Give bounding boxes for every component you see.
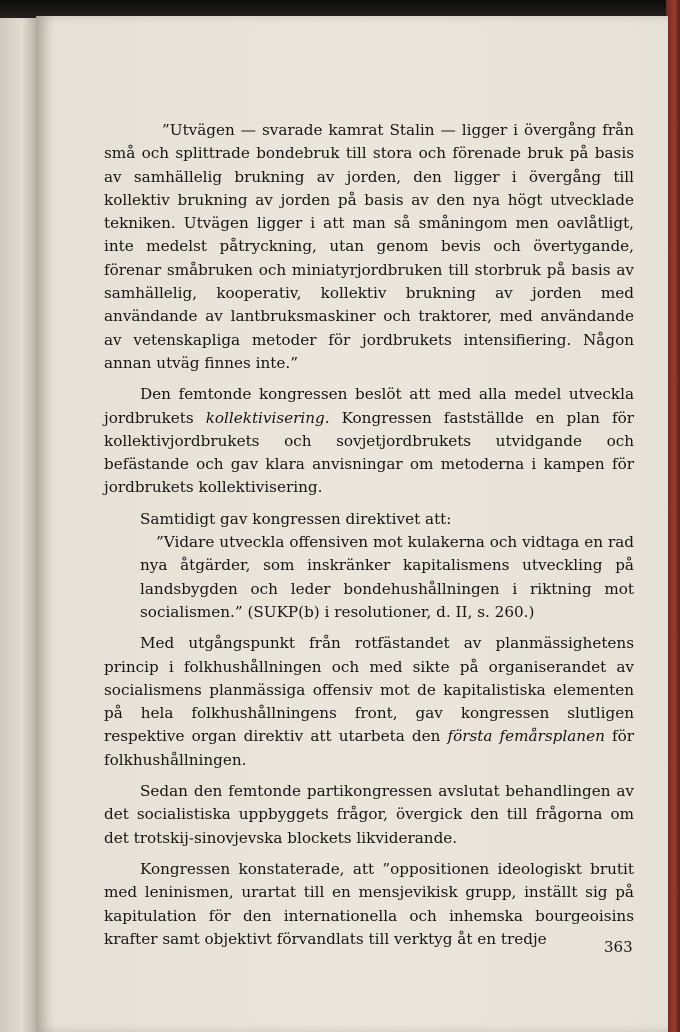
paragraph-collectivization-start: Den femtonde kongressen beslöt att med alla medel utveckla jordbrukets: [104, 385, 634, 427]
book-page: [36, 16, 668, 1032]
paragraph-directive-quote: ”Vidare utveckla offensiven mot kulakerna och vidtaga en rad nya åtgärder, som inskränker kapitalismens utveckling på landsbygden och leder bondehushållningen i riktning mot socialismen.” (SUKP(b) i resolutioner, d. II, s. 260.): [140, 533, 634, 621]
left-page-edge: [0, 18, 36, 1032]
paragraph-five-year-plan-end: för folkhushållningen.: [104, 727, 634, 769]
paragraph-collectivization: [104, 383, 634, 499]
paragraph-directive-intro: Samtidigt gav kongressen direktivet att:: [140, 509, 452, 528]
paragraph-collectivization-end: Kongressen fastställde en plan för kollektivjordbrukets och sovjetjordbrukets utvidgande och befästande och gav klara anvisningar om metoderna i kampen för jordbrukets kollektivisering.: [104, 408, 634, 497]
book-cover-edge: [666, 0, 680, 1032]
emphasis-forsta-femarsplanen: första femårsplanen: [447, 727, 605, 746]
paragraph-bloc-liquidation: Sedan den femtonde partikongressen avslutat behandlingen av det socialistiska uppbyggets frågor, övergick den till frågorna om det trotskij-sinovjevska blockets likviderande.: [104, 782, 634, 847]
paragraph-opposition: Kongressen konstaterade, att ”oppositionen ideologiskt brutit med leninismen, urartat till en mensjevikisk grupp, inställt sig på kapitulation för den internationella och inhemska bourgeoisins krafter samt objektivt förvandlats till verktyg åt en tredje: [104, 859, 634, 948]
emphasis-kollektivisering: kollektivisering.: [205, 408, 330, 427]
page-number: 363: [604, 938, 633, 956]
page-text: [104, 119, 634, 951]
paragraph-five-year-plan: [104, 632, 634, 772]
paragraph-five-year-plan-start: Med utgångspunkt från rotfästandet av planmässighetens princip i folkhushållningen och med sikte på organiserandet av socialismens planmässiga offensiv mot de kapitalistiska elementen på hela folkhushållningens front, gav kongressen slutligen respektive organ direktiv att utarbeta den: [104, 634, 634, 746]
paragraph-stalin-quote: ”Utvägen — svarade kamrat Stalin — ligger i övergång från små och splittrade bondebruk till stora och förenade bruk på basis av samhällelig brukning av jorden, den ligger i övergång till kollektiv brukning av jorden på basis av den nya högt utvecklade tekniken. Utvägen ligger i att man så småningom men oavlåtligt, inte medelst påtryckning, utan genom bevis och övertygande, förenar småbruken och miniatyrjordbruken till storbruk på basis av samhällelig, kooperativ, kollektiv brukning av jorden med användande av lantbruksmaskiner och traktorer, med användande av vetenskapliga metoder för jordbrukets intensifiering. Någon annan utväg finnes inte.”: [104, 121, 634, 372]
